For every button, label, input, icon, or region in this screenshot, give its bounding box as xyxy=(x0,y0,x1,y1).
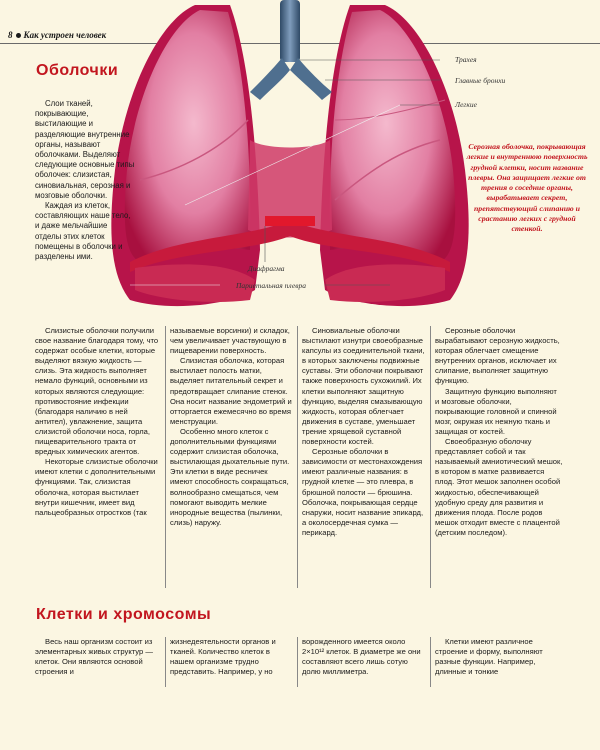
column-paragraph: Серозные оболочки в зависимости от местонахождения имеют различные названия: в грудной клетке — это плевра, в брюшной полости — брюшина. Оболочка, покрывающая сердце снаружи, носит название эпикард, а околосердечная сумка — перикард. xyxy=(302,447,424,537)
text-column-1 xyxy=(35,326,160,518)
pleura-callout: Серозная оболочка, покрывающая легкие и внутреннюю поверхность грудной клетки, носит название плевры. Она защищает легкие от трения о соседние органы, вырабатывает секрет, препятствующий слипанию и срастанию легких с грудной стенкой. xyxy=(466,142,588,234)
column-paragraph: Слизистые оболочки получили свое название благодаря тому, что содержат особые клетки, которые выделяют вязкую жидкость — слизь. Эта жидкость выполняет немало функций, основными из которых являются следующие: противостояние инфекции (благодаря наличию в ней антител), увлажнение, защита слизистой оболочки носа, горла, пищеварительного тракта от вредных химических агентов. xyxy=(35,326,159,457)
text-column-4 xyxy=(435,326,563,538)
diaphragm-marker xyxy=(265,216,315,226)
bottom-paragraph: жизнедеятельности органов и тканей. Количество клеток в нашем организме трудно представить. Например, у но xyxy=(170,637,276,677)
left-bronchus xyxy=(250,58,290,100)
running-head xyxy=(8,30,106,40)
page-number: 8 xyxy=(8,30,13,40)
column-paragraph: Синовиальные оболочки выстилают изнутри своеобразные капсулы из соединительной ткани, в которых заключены подвижные суставы. Эти оболочки покрывают также поверхность сухожилий. Их клетки выполняют защитную функцию, выделяя смазывающую жидкость, которая облегчает движения в суставе, уменьшает трение хрящевой суставной поверхности костей. xyxy=(302,326,425,447)
bottom-column-3 xyxy=(302,637,427,677)
bottom-column-4 xyxy=(435,637,563,677)
intro-paragraph: Каждая из клеток, составляющих наше тело, и даже мельчайшие отделы этих клеток помещены в оболочки и разделены ими. xyxy=(35,201,131,262)
column-divider xyxy=(297,637,298,687)
bottom-column-1 xyxy=(35,637,160,677)
running-head-title: Как устроен человек xyxy=(23,30,107,40)
bottom-paragraph: ворожденного имеется около 2×10¹² клеток. В диаметре же они составляют всего лишь сотую долю миллиметра. xyxy=(302,637,421,677)
label-trachea: Трахея xyxy=(455,55,477,64)
column-paragraph: Слизистая оболочка, которая выстилает полость матки, выделяет питательный секрет и предотвращает слипание стенок. Она носит название эндометрий и отторгается ежемесячно во время менструации. xyxy=(170,356,292,426)
column-divider xyxy=(165,326,166,588)
bottom-paragraph: Клетки имеют различное строение и форму, выполняют разные функции. Например, длинные и тонкие xyxy=(435,637,543,677)
column-paragraph: Своеобразную оболочку представляет собой и так называемый амниотический мешок, в котором в матке развивается плод. Этот мешок заполнен особой жидкостью, обеспечивающей удобную среду для развития и движения плода. После родов мешок отходит вместе с плацентой (детским последом). xyxy=(435,437,563,537)
lungs-illustration xyxy=(100,0,480,310)
column-paragraph: Особенно много клеток с дополнительными функциями содержит слизистая оболочка, выстилающая дыхательные пути. Эти клетки в виде ресничек имеют способность сокращаться, волнообразно смещаться, чем помогают выводить мелкие инородные вещества (пылинки, слизь) наружу. xyxy=(170,426,290,527)
text-column-3 xyxy=(302,326,427,538)
trachea xyxy=(280,0,300,62)
bottom-column-2 xyxy=(170,637,292,677)
section-title-cells: Клетки и хромосомы xyxy=(36,606,212,623)
section-title-membranes: Оболочки xyxy=(36,62,119,79)
intro-text xyxy=(35,99,135,262)
column-paragraph: Защитную функцию выполняют и мозговые оболочки, покрывающие головной и спинной мозг, окружая их нежную ткань и защищая от костей. xyxy=(435,386,557,436)
intro-paragraph: Слои тканей, покрывающие, выстилающие и разделяющие внутренние органы, называют оболочками. Выделяют следующие основные типы оболочек: слизистая, синовиальная, серозная и мозговые оболочки. xyxy=(35,99,135,200)
column-divider xyxy=(430,637,431,687)
column-paragraph: называемые ворсинки) и складок, чем увеличивает участвующую в пищеварении поверхность. xyxy=(170,326,290,356)
bullet-dot-icon xyxy=(16,33,21,38)
label-lungs: Легкие xyxy=(455,100,477,109)
right-bronchus xyxy=(290,58,332,100)
column-paragraph: Некоторые слизистые оболочки имеют клетки с дополнительными функциями. Так, слизистая оболочка, которая выстилает внутри кишечник, имеет вид пальцеобразных отростков (так xyxy=(35,457,158,517)
label-bronchi: Главные бронхи xyxy=(455,76,506,85)
column-divider xyxy=(430,326,431,588)
bottom-paragraph: Весь наш организм состоит из элементарных живых структур — клеток. Они являются основой строения и xyxy=(35,637,153,677)
label-parietal-pleura: Париетальная плевра xyxy=(236,281,306,290)
column-paragraph: Серозные оболочки вырабатывают серозную жидкость, которая облегчает смещение внутренних органов, исключает их слипание, выполняет защитную функцию. xyxy=(435,326,560,386)
text-column-2 xyxy=(170,326,292,528)
right-lung xyxy=(330,10,456,262)
column-divider xyxy=(165,637,166,687)
label-diaphragm: Диафрагма xyxy=(248,264,285,273)
column-divider xyxy=(297,326,298,588)
